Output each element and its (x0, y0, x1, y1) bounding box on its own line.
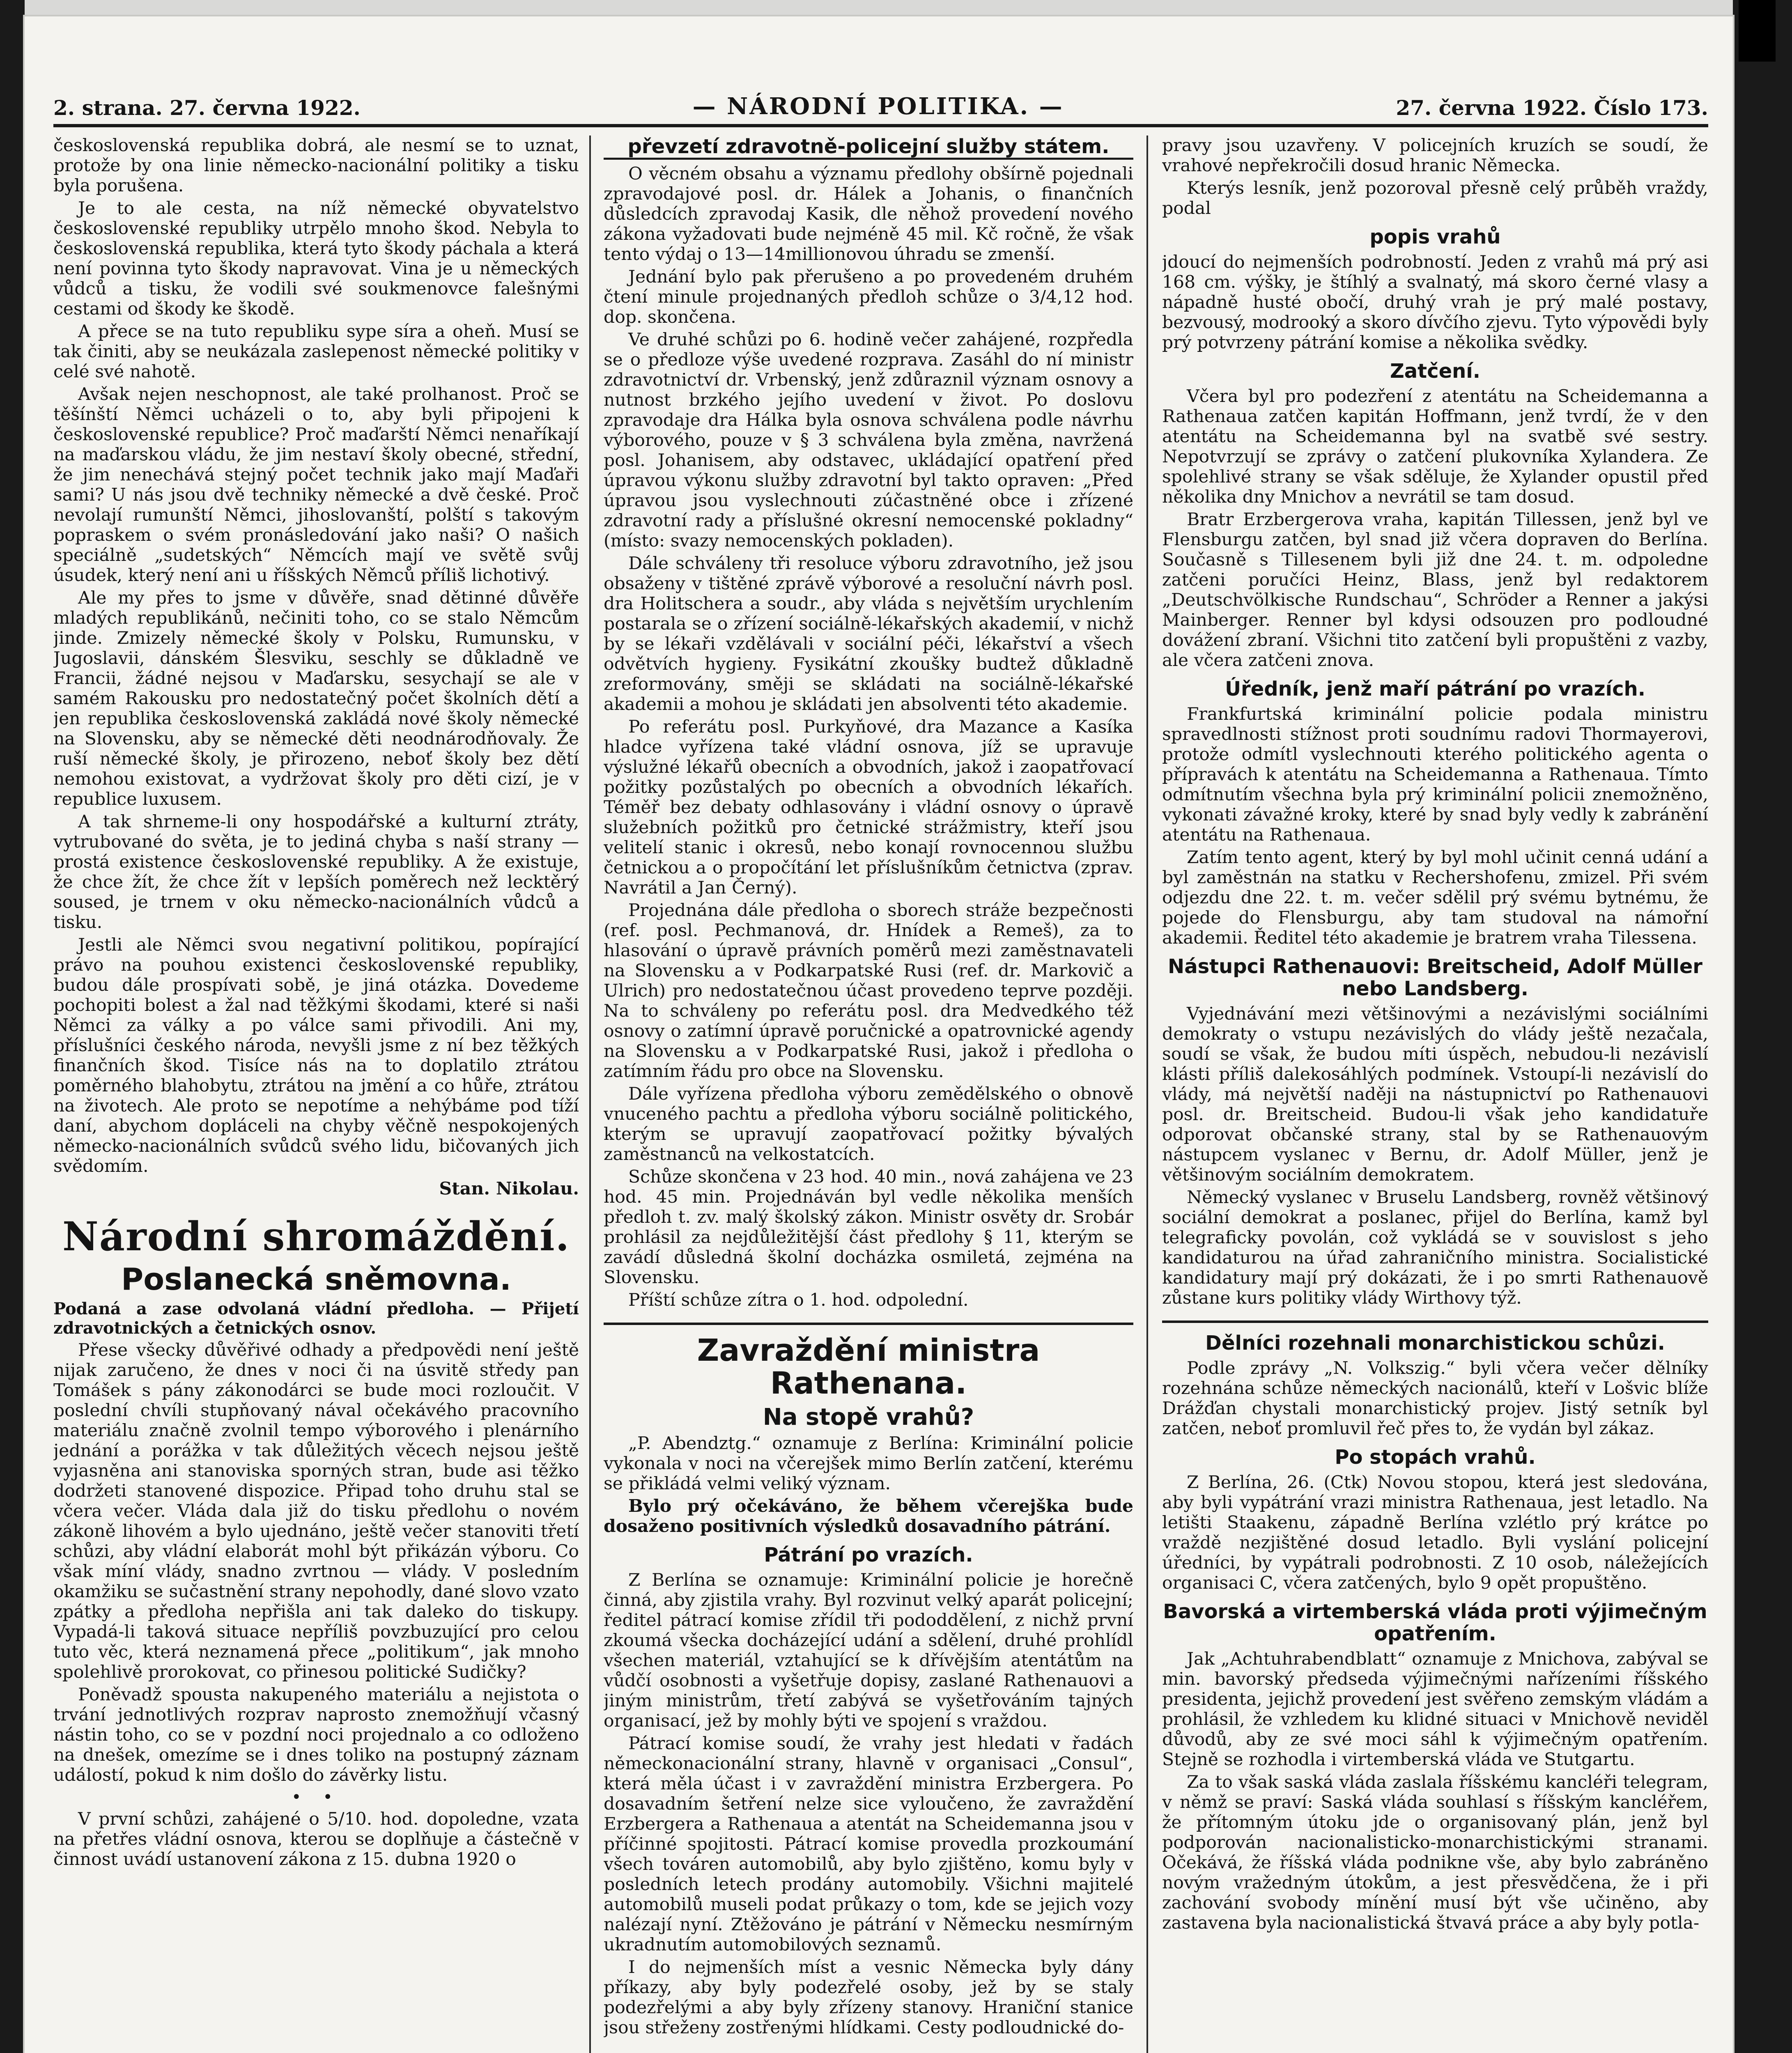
article-divider (604, 1323, 1133, 1325)
article-subheading: Pátrání po vrazích. (764, 1543, 973, 1566)
article-subheading: Úředník, jenž maří pátrání po vrazích. (1225, 677, 1645, 700)
article-divider (1162, 1320, 1708, 1323)
article-paragraph: Ve druhé schůzi po 6. hodině večer zahájené, rozpředla se o předloze výše uvedené rozprava. Zasáhl do ní ministr zdravotnictví dr. Vrbenský, jenž zdůraznil význam osnovy a nutnost brzkého jejího uvedení v život. Po doslovu zpravodaje dra Hálka byla osnova schválena podle návrhu výborového, pouze v § 3 schválena byla změna, navržená posl. Johanisem, aby odstavec, ukládající opatření před úpravou výkonu služby zdravotní byl takto opraven: „Před úpravou jsou vyslechnouti zúčastněné obce i zřízené zdravotní rady a příslušné okresní nemocenské pokladny“ (místo: svazy nemocenských pokladen). (604, 330, 1133, 551)
newspaper-page (25, 16, 1733, 2053)
article-paragraph: Po referátu posl. Purkyňové, dra Mazance a Kasíka hladce vyřízena také vládní osnova, jíž se upravuje výslužné lékařů obecních a obvodních, jakož i zaopatřovací požitky pozůstalých po obecních a obvodních lékařích. Téměř bez debaty odhlasovány i vládní osnovy o úpravě služebních požitků pro četnické strážmistry, kteří jsou velitelí stanic i okresů, nebo konají rovnocennou službu četnickou a o propočítání let příslušníkům četnictva (zprav. Navrátil a Jan Černý). (604, 717, 1133, 898)
article-subheading: popis vrahů (1369, 225, 1501, 248)
article-paragraph: Projednána dále předloha o sborech stráže bezpečnosti (ref. posl. Pechmanová, dr. Hnídek a Remeš), za to hlasování o úpravě právních poměrů mezi zaměstnavateli na Slovensku a v Podkarpatské Rusi (ref. dr. Markovič a Ulrich) pro nedostatečnou účast provedeno teprve později. Na to schváleny po referátu posl. dra Medvedkého též osnovy o zatímní úpravě poručnické a opatrovnické agendy na Slovensku a v Podkarpatské Rusi, jakož i předloha o zatímním řádu pro obce na Slovensku. (604, 900, 1133, 1082)
columns (53, 135, 1708, 2053)
article-paragraph: Zatím tento agent, který by byl mohl učinit cenná udání a byl zaměstnán na statku v Rechershofenu, zmizel. Při svém odjezdu dne 22. t. m. večer sdělil prý svému bytnému, že pojede do Flensburgu, aby tam studoval na námořní akademii. Ředitel této akademie je bratrem vraha Tilessena. (1162, 847, 1708, 948)
article-paragraph: Bratr Erzbergerova vraha, kapitán Tillessen, jenž byl ve Flensburgu zatčen, byl snad již včera dopraven do Berlína. Současně s Tillesenem byli již dne 24. t. m. odpoledne zatčeni poručíci Heinz, Blass, jenž byl redaktorem „Deutschvölkische Rundschau“, Schröder a Renner a jakýsi Mainberger. Renner byl kdysi odsouzen pro podloudné dovážení zbraní. Všichni tito zatčení byli propuštěni z vazby, ale včera zatčeni znova. (1162, 510, 1708, 671)
article-paragraph: pravy jsou uzavřeny. V policejních kruzích se soudí, že vrahové nepřekročili dosud hranic Německa. (1162, 135, 1708, 176)
column-1 (53, 135, 579, 2053)
article-paragraph: Dále schváleny tři resoluce výboru zdravotního, jež jsou obsaženy v tištěné zprávě výborové a resoluční návrh posl. dra Holitschera a soudr., aby vláda s největším urychlením postarala se o zřízení sociálně-lékařských akademií, v nichž by se lékaři vzdělávali v sociální péči, lékařství a všech odvětvích hygieny. Fysikátní zkoušky budtež důkladně zreformovány, směji se skládati na sociálně-lékařské akademii a mohou je skládati jen absolventi této akademie. (604, 553, 1133, 714)
article-paragraph: Pátrací komise soudí, že vrahy jest hledati v řadách německonacionální strany, hlavně v organisaci „Consul“, která měla účast i v zavraždění ministra Erzbergera. Po dosavadním šetření nelze sice vyloučeno, že zavraždění Erzbergera a Rathenaua a atentát na Scheidemanna jsou v příčinné spojitosti. Pátrací komise provedla prozkoumání všech továren automobilů, aby bylo zjištěno, komu byly v posledních letech prodány automobily. Všichni majitelé automobilů museli podat průkazy o tom, kde se jejich vozy nalézají nyní. Ztěžováno je pátrání v Německu nesmírným ukradnutím automobilových seznamů. (604, 1734, 1133, 1955)
scan-notch (1739, 0, 1776, 62)
page-header (53, 78, 1708, 127)
article-paragraph: Jestli ale Němci svou negativní politikou, popírající právo na pouhou existenci československé republiky, budou dále prospívati sobě, je jiná otázka. Dovedeme pochopiti bolest a žal nad těžkými škodami, které si naši Němci za války a po válce sami přivodili. Ani my, příslušníci českého národa, nevyšli jsme z ní bez těžkých finančních škod. Tisíce nás na to doplatilo ztrátou poměrného blahobytu, ztrátou na jmění a co hůře, ztrátou na životech. Ale proto se nepotíme a nehýbáme pod tíží daní, abychom dopláceli na chyby věčně nespokojených německo-nacionálních svůdců svého lidu, bičovaných jich svědomím. (53, 935, 579, 1176)
article-subheading: Bavorská a virtemberská vláda proti výjimečným opatřením. (1163, 1600, 1707, 1645)
article-paragraph: Ale my přes to jsme v důvěře, snad dětinné důvěře mladých republikánů, nečiniti toho, co se stalo Němcům jinde. Zmizely německé školy v Polsku, Rumunsku, v Jugoslavii, dánském Šlesviku, seschly se důkladně ve Francii, žádné nejsou v Maďarsku, sesychají se ale v samém Rakousku pro nedostatečný počet školních dětí a jen republika československá zakládá nové školy německé na Slovensku, aby se německé děti neodnárodňovaly. Že ruší německé školy, je přirozeno, neboť školy bez dětí nemohou existovat, a vydržovat školy pro děti cizí, je v republice luxusem. (53, 588, 579, 809)
article-paragraph: Frankfurtská kriminální policie podala ministru spravedlnosti stížnost proti soudnímu radovi Thormayerovi, protože odmítl vyslechnouti kterého politického agenta o přípravách k atentátu na Scheidemanna a Rathenaua. Tímto odmítnutím všechna byla prý kriminální policii znemožněno, vykonati závažné kroky, které by snad byly vedly k zabránění atentátu na Rathenaua. (1162, 704, 1708, 845)
author-signature: Stan. Nikolau. (439, 1178, 579, 1199)
article-paragraph: Bylo prý očekáváno, že během včerejška bude dosaženo positivních výsledků dosavadního pátrání. (604, 1496, 1133, 1536)
separator-dots: • • (292, 1788, 341, 1807)
article-paragraph: československá republika dobrá, ale nesmí se to uznat, protože by ona linie německo-nacionální politiky a tisku byla porušena. (53, 135, 579, 196)
header-left: 2. strana. 27. června 1922. (53, 96, 361, 120)
article-paragraph: Z Berlína se oznamuje: Kriminální policie je horečně činná, aby zjistila vrahy. Byl rozvinut velký aparát policejní; ředitel pátrací komise zřídil tři pododdělení, z nichž první zkoumá všecka docházející udání a sdělení, druhé prohlídl všechen materiál, vztahující se k dřívějším atentátům na vůdčí osobnosti a vyšetřuje dopisy, zaslané Rathenauovi a jiným ministrům, třetí zabývá se vyšetřováním tajných organisací, jež by mohly býti ve spojení s vraždou. (604, 1570, 1133, 1731)
masthead: — NÁRODNÍ POLITIKA. — (692, 93, 1064, 120)
article-paragraph: Německý vyslanec v Bruselu Landsberg, rovněž většinový sociální demokrat a poslanec, přijel do Berlína, kamž byl telegraficky povolán, což vykládá se v souvislost s jeho kandidaturou na úřad zahraničního ministra. Socialistické kandidatury mají prý dokázati, že i po smrti Rathenauově zůstane kurs politiky vlády Wirthovy týž. (1162, 1187, 1708, 1308)
article-paragraph: „P. Abendztg.“ oznamuje z Berlína: Kriminální policie vykonala v noci na včerejšek mimo Berlín zatčení, kterému se přikládá velmi veliký význam. (604, 1433, 1133, 1494)
article-paragraph: Podle zprávy „N. Volkszig.“ byli včera večer dělníky rozehnána schůze německých nacionálů, kteří v Lošvic blíže Drážďan chystali monarchistický projev. Jistý setník byl zatčen, neboť promluvil řeč přes to, že vydán byl zákaz. (1162, 1358, 1708, 1439)
article-paragraph: Jak „Achtuhrabendblatt“ oznamuje z Mnichova, zabýval se min. bavorský předseda výjimečnými nařízeními říšského presidenta, jejichž provedení jest svěřeno zemským vládám a prohlásil, že vzhledem ku klidné situaci v Mnichově neviděl důvodů, aby ze své moci sáhl k výjimečným opatřením. Stejně se rozhodla i virtemberská vláda ve Stutgartu. (1162, 1649, 1708, 1770)
section-subtitle: Poslanecká sněmovna. (121, 1262, 511, 1297)
article-paragraph: Přese všecky důvěřivé odhady a předpovědi není ještě nijak zaručeno, že dnes v noci či na úsvitě středy pan Tomášek s pány zákonodárci se bude moci rozloučit. V poslední chvíli stupňovaný nával očekávého pracovního materiálu značně zvolnil tempo výborového i plenárního jednání a porážka v tak důležitých věcech nejsou ještě vyjasněna ani stanoviska sporných stran, bude asi těžko dodržeti stanovené dispozice. Připad toho druhu stal se včera večer. Vláda dala již do tisku předlohu o novém zákoně lihovém a bylo ujednáno, ještě večer stanoviti třetí schůzi, aby vládní elaborát mohl být přikázán výboru. Co však míní vlády, snadno zvrtnou — vlády. V posledním okamžiku se sučastnění strany nepohodly, dané slovo vzato zpátky a předloha nepřišla ani tak daleko do tiskupy. Vypadá-li taková situace nepříliš povzbuzující pro celou tuto věc, která neznamená přece „politikum“, jak mnoho spolehlivě prorokovat, co přinesou politické Sudičky? (53, 1340, 579, 1682)
column-2 (604, 135, 1133, 2053)
article-paragraph: O věcném obsahu a významu předlohy obšírně pojednali zpravodajové posl. dr. Hálek a Johanis, o finančních důsledcích zpravodaj Kasik, dle něhož provedení nového zákona vyžadovati bude nejméně 45 mil. Kč ročně, že však tento výdaj o 13—14millionovou úhradu se zmenší. (604, 164, 1133, 264)
article-paragraph: V první schůzi, zahájené o 5/10. hod. dopoledne, vzata na přetřes vládní osnova, kterou se doplňuje a částečně v činnost uvádí ustanovení zákona z 15. dubna 1920 o (53, 1809, 579, 1869)
header-right: 27. června 1922. Číslo 173. (1396, 96, 1708, 120)
article-paragraph: Avšak nejen neschopnost, ale také prolhanost. Proč se těšínští Němci ucházeli o to, aby byli připojeni k československé republice? Proč maďarští Němci nenaříkají na maďarskou vládu, že jim nestaví školy obecné, střední, že jim nenechává stejný počet technik jako mají Maďaři sami? U nás jsou dvě techniky německé a dvě české. Proč nevolají rumunští Němci, jihoslovanští, polští s takovým popraskem o svém pronásledování jako naši? O našich speciálně „sudetských“ Němcích mají ve světě svůj úsudek, který není ani u říšských Němců příliš lichotivý. (53, 384, 579, 586)
article-subheading: Zatčení. (1390, 360, 1480, 383)
article-subheading: Po stopách vrahů. (1335, 1446, 1536, 1469)
continued-heading: převzetí zdravotně-policejní služby státem. (604, 135, 1133, 160)
article-lead: Podaná a zase odvolaná vládní předloha. — Přijetí zdravotnických a četnických osnov. (53, 1299, 579, 1338)
article-paragraph: I do nejmenších míst a vesnic Německa byly dány příkazy, aby byly podezřelé osoby, jež by se staly podezřelými a aby byly zřízeny stanovy. Hraniční stanice jsou střeženy zostřenými hlídkami. Cesty podloudnické do- (604, 1957, 1133, 2038)
article-paragraph: Poněvadž spousta nakupeného materiálu a nejistota o trvání jednotlivých rozprav naprosto znemožňují včasný nástin toho, co se v pozdní noci projednalo a co odloženo na dnešek, omezíme se i dnes toliko na postupný záznam událostí, pokud k nim došlo do závěrky listu. (53, 1685, 579, 1785)
article-paragraph: Příští schůze zítra o 1. hod. odpolední. (628, 1290, 969, 1310)
article-paragraph: Je to ale cesta, na níž německé obyvatelstvo československé republiky utrpělo mnoho škod. Nebyla to československá republika, která tyto škody páchala a která není povinna tyto škody napravovat. Vina je u německých vůdců a tisku, že vodili své soukmenovce falešnými cestami od škody ke škodě. (53, 198, 579, 319)
article-subtitle: Na stopě vrahů? (763, 1404, 974, 1431)
article-paragraph: A tak shrneme-li ony hospodářské a kulturní ztráty, vytrubované do světa, je to jediná chyba s naší strany — prostá existence československé republiky. A že existuje, že chce žít, že chce žít v lepších poměrech než lecktěrý soused, je trnem v oku německo-nacionálních vůdců a tisku. (53, 812, 579, 932)
column-3 (1162, 135, 1708, 2053)
article-paragraph: Včera byl pro podezření z atentátu na Scheidemanna a Rathenaua zatčen kapitán Hoffmann, jenž tvrdí, že v den atentátu na Scheidemanna byl na svatbě své sestry. Nepotvrzují se zprávy o zatčení plukovníka Xylandera. Ze spolehlivé strany se však sděluje, že Xylander opustil před několika dny Mnichov a nevrátil se tam dosud. (1162, 386, 1708, 507)
section-title: Národní shromáždění. (62, 1213, 570, 1260)
article-paragraph: Dále vyřízena předloha výboru zemědělského o obnově vnuceného pachtu a předloha výboru sociálně politického, kterým se upravují zaopatřovací požitky bývalých zaměstnanců na velkostatcích. (604, 1084, 1133, 1164)
article-paragraph: Z Berlína, 26. (Ctk) Novou stopou, která jest sledována, aby byli vypátrání vrazi ministra Rathenaua, jest letadlo. Na letišti Staakenu, západně Berlína vzlétlo prý krátce po vraždě nezjištěné dosud letadlo. Byli vyslání policejní úředníci, by vypátrali podrobnosti. Z 10 osob, náležejících organisaci C, včera zatčených, bylo 9 opět propuštěno. (1162, 1472, 1708, 1593)
column-rule (589, 135, 591, 2053)
article-paragraph: Vyjednávání mezi většinovými a nezávislými sociálními demokraty o vstupu nezávislých do vlády ještě nezačala, soudí se však, že budou míti úspěch, nebudou-li nezávislí klásti příliš dalekosáhlých podmínek. Vstoupí-li nezávislí do vlády, má největší naději na nástupnictví po Rathenauovi posl. dr. Breitscheid. Budou-li však jeho kandidatuře odporovat občanské strany, stal by se Rathenauovým nástupcem vyslanec v Bernu, dr. Adolf Müller, jenž je většinovým sociálním demokratem. (1162, 1004, 1708, 1185)
article-subheading: Dělníci rozehnali monarchistickou schůzi. (1205, 1332, 1665, 1355)
article-paragraph: Za to však saská vláda zaslala říšskému kancléři telegram, v němž se praví: Saská vláda souhlasí s říšským kancléřem, že přítomným útoku jde o organisovaný plán, jenž byl podporován nacionalisticko-monarchistickými stranami. Očekává, že říšská vláda podnikne vše, aby bylo zabráněno novým vražedným útokům, a jest přesvědčena, že i při zachování svobody mínění musí být vše učiněno, aby zastavena byla nacionalistická štvavá práce a aby byly potla- (1162, 1772, 1708, 1933)
scan-edge-right (1733, 0, 1792, 2053)
article-paragraph: Jednání bylo pak přerušeno a po provedeném druhém čtení minule projednaných předloh schůze o 3/4,12 hod. dop. skončena. (604, 267, 1133, 327)
article-paragraph: Kterýs lesník, jenž pozoroval přesně celý průběh vraždy, podal (1162, 178, 1708, 218)
article-title: Zavraždění ministra Rathenana. (697, 1333, 1040, 1401)
scan-edge-left (0, 0, 25, 2053)
article-paragraph: A přece se na tuto republiku sype síra a oheň. Musí se tak činiti, aby se neukázala zaslepenost německé politiky v celé své nahotě. (53, 321, 579, 382)
column-rule (1146, 135, 1148, 2053)
article-paragraph: jdoucí do nejmenších podrobností. Jeden z vrahů má prý asi 168 cm. výšky, je štíhlý a svalnatý, má skoro černé vlasy a nápadně husté obočí, druhý vrah je prý malé postavy, bezvousý, modrooký a skoro dívčího zjevu. Tyto výpovědi byly prý potvrzeny pátrání komise a několika svědky. (1162, 252, 1708, 353)
article-paragraph: Schůze skončena v 23 hod. 40 min., nová zahájena ve 23 hod. 45 min. Projednáván byl vedle několika menších předloh t. zv. malý školský zákon. Ministr osvěty dr. Srobár prohlásil za nejdůležitější část předlohy § 11, kterým se zavádí důsledná školní docházka osmiletá, zejména na Slovensku. (604, 1167, 1133, 1288)
article-subheading: Nástupci Rathenauovi: Breitscheid, Adolf Müller nebo Landsberg. (1168, 955, 1702, 1000)
